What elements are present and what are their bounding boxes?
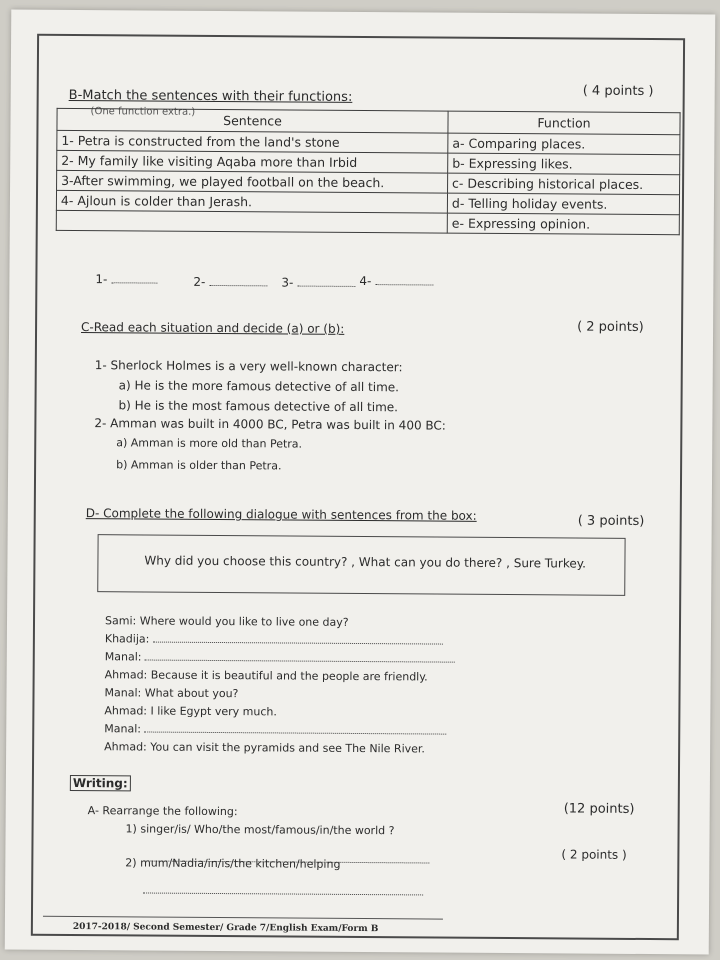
dialogue-line-blank[interactable] (105, 632, 443, 647)
answer-blank-4[interactable] (359, 274, 433, 289)
answer-blank-1[interactable] (95, 272, 157, 286)
function-cell: c- Describing historical places. (448, 173, 680, 195)
question-c1: 1- Sherlock Holmes is a very well-known character: (94, 358, 403, 375)
speaker-label: Manal: (104, 650, 142, 664)
page-frame (31, 34, 685, 941)
dialogue-line-blank[interactable] (105, 650, 455, 665)
writing-section-a (88, 804, 238, 818)
sentence-cell: 2- My family like visiting Aqaba more than Irbid (57, 150, 448, 173)
section-b-points: ( 4 points ) (582, 83, 654, 100)
rearrange-points: ( 2 points ) (561, 847, 627, 862)
dialogue-line: Sami: Where would you like to live one day? (104, 614, 349, 629)
option-c2-b[interactable]: b) Amman is older than Petra. (116, 458, 282, 473)
blank-line (143, 883, 423, 895)
question-c2: 2- Amman was built in 4000 BC, Petra was built in 400 BC: (94, 416, 446, 433)
dialogue-line: Ahmad: You can visit the pyramids and see The Nile River. (104, 740, 425, 756)
exam-page (5, 10, 716, 955)
speaker-label: Khadija: (104, 632, 150, 646)
sentence-cell (56, 210, 447, 233)
blank-line (209, 276, 267, 286)
section-a-title: A- Rearrange the following: (87, 804, 238, 819)
sentence-cell: 3-After swimming, we played football on the beach. (57, 170, 448, 193)
header-function: Function (448, 111, 680, 135)
answer-line-q2[interactable] (143, 878, 423, 899)
speaker-label: Manal: (104, 722, 142, 736)
sentence-cell: 1- Petra is constructed from the land's stone (57, 130, 448, 153)
header-sentence: Sentence (57, 108, 448, 133)
footer-rule (43, 916, 443, 920)
table-row (56, 210, 679, 234)
blank-line (375, 275, 433, 285)
phrase-box (97, 534, 625, 596)
writing-points: (12 points) (563, 801, 635, 817)
section-c-points: ( 2 points) (577, 319, 644, 335)
rearrange-q1: 1) singer/is/ Who/the most/famous/in/the world ? (125, 822, 395, 838)
function-cell: a- Comparing places. (448, 133, 680, 155)
blank-line (145, 651, 455, 663)
dialogue-line: Manal: What about you? (104, 686, 239, 701)
section-d-points: ( 3 points) (577, 513, 645, 529)
page-footer: 2017-2018/ Second Semester/ Grade 7/English Exam/Form B (72, 922, 379, 935)
answer-blank-3[interactable] (281, 275, 355, 290)
blank-line (297, 277, 355, 287)
answer-blank-2[interactable] (193, 275, 267, 290)
blank-line (144, 723, 446, 735)
rearrange-q2: 2) mum/Nadia/in/is/the kitchen/helping (125, 856, 341, 871)
section-c-title: C-Read each situation and decide (a) or (b): (81, 320, 345, 336)
blank-line (153, 633, 443, 645)
function-cell: d- Telling holiday events. (447, 193, 679, 215)
writing-label: Writing: (70, 775, 131, 791)
function-cell: b- Expressing likes. (448, 153, 680, 175)
option-c1-b[interactable]: b) He is the most famous detective of all time. (118, 398, 399, 415)
blank-line (111, 273, 157, 283)
section-b-title: B-Match the sentences with their functions: (68, 87, 353, 105)
answer-label: 3- (281, 275, 294, 290)
dialogue-line: Ahmad: I like Egypt very much. (104, 704, 277, 719)
phrase-box-text: Why did you choose this country? , What can you do there? , Sure Turkey. (144, 553, 587, 571)
answer-label: 2- (193, 274, 206, 289)
dialogue-line: Ahmad: Because it is beautiful and the people are friendly. (104, 668, 428, 684)
section-d-title: D- Complete the following dialogue with sentences from the box: (85, 506, 477, 523)
answer-label: 4- (359, 273, 372, 289)
dialogue-line-blank[interactable] (104, 722, 446, 737)
writing-label-box (70, 776, 131, 790)
function-cell: e- Expressing opinion. (447, 213, 679, 235)
sentence-cell: 4- Ajloun is colder than Jerash. (56, 190, 447, 213)
option-c1-a[interactable]: a) He is the more famous detective of all time. (118, 378, 400, 395)
match-table (56, 108, 681, 235)
option-c2-a[interactable]: a) Amman is more old than Petra. (116, 436, 303, 451)
answer-label: 1- (95, 272, 108, 287)
section-b-note: (One function extra.) (90, 106, 196, 118)
